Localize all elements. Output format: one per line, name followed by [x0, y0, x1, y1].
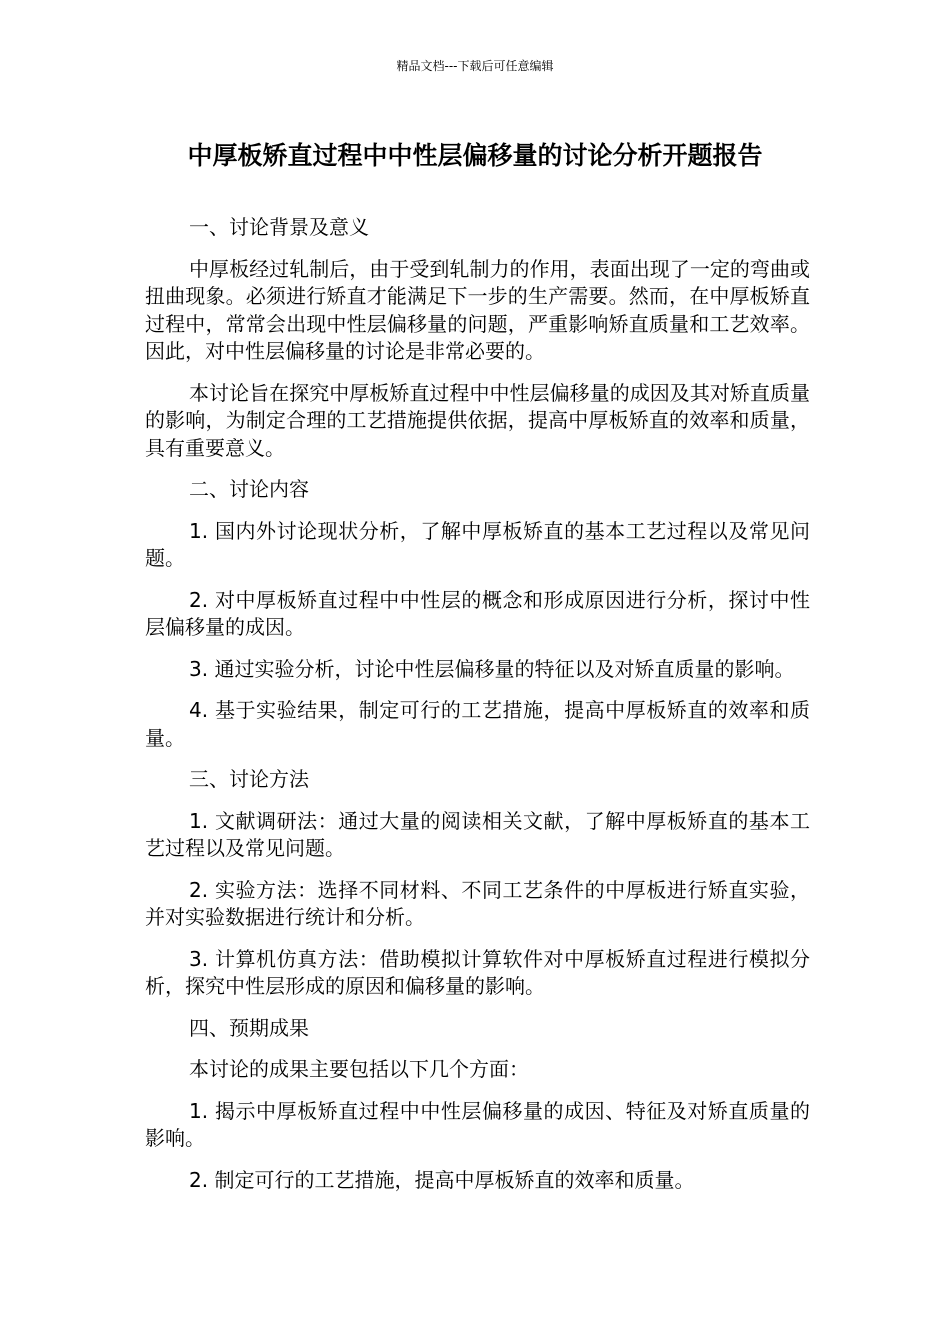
results-intro: 本讨论的成果主要包括以下几个方面： — [189, 1057, 529, 1081]
document-body — [145, 214, 810, 1194]
content-item-4: 4. 基于实验结果，制定可行的工艺措施，提高中厚板矫直的效率和质量。 — [145, 698, 810, 750]
document-title: 中厚板矫直过程中中性层偏移量的讨论分析开题报告 — [187, 141, 763, 170]
content-item-3: 3. 通过实验分析，讨论中性层偏移量的特征以及对矫直质量的影响。 — [189, 656, 795, 681]
method-item-2: 2. 实验方法：选择不同材料、不同工艺条件的中厚板进行矫直实验，并对实验数据进行统计和分析。 — [145, 877, 810, 929]
section-heading-background: 一、讨论背景及意义 — [189, 215, 369, 239]
paragraph-background: 中厚板经过轧制后，由于受到轧制力的作用，表面出现了一定的弯曲或扭曲现象。必须进行矫直才能满足下一步的生产需要。然而，在中厚板矫直过程中，常常会出现中性层偏移量的问题，严重影响矫直质量和工艺效率。因此，对中性层偏移量的讨论是非常必要的。 — [145, 256, 810, 363]
method-item-1: 1. 文献调研法：通过大量的阅读相关文献，了解中厚板矫直的基本工艺过程以及常见问题。 — [145, 808, 810, 860]
section-heading-results: 四、预期成果 — [189, 1015, 309, 1040]
content-item-1: 1. 国内外讨论现状分析，了解中厚板矫直的基本工艺过程以及常见问题。 — [145, 518, 810, 570]
section-heading-method: 三、讨论方法 — [189, 767, 309, 791]
method-item-3: 3. 计算机仿真方法：借助模拟计算软件对中厚板矫直过程进行模拟分析，探究中性层形成的原因和偏移量的影响。 — [145, 946, 810, 998]
paragraph-purpose: 本讨论旨在探究中厚板矫直过程中中性层偏移量的成因及其对矫直质量的影响，为制定合理的工艺措施提供依据，提高中厚板矫直的效率和质量，具有重要意义。 — [145, 380, 810, 460]
results-item-2: 2. 制定可行的工艺措施，提高中厚板矫直的效率和质量。 — [189, 1167, 695, 1192]
content-item-2: 2. 对中厚板矫直过程中中性层的概念和形成原因进行分析，探讨中性层偏移量的成因。 — [145, 587, 810, 639]
section-heading-content: 二、讨论内容 — [189, 477, 309, 501]
header-note: 精品文档---下载后可任意编辑 — [396, 59, 554, 73]
results-item-1: 1. 揭示中厚板矫直过程中中性层偏移量的成因、特征及对矫直质量的影响。 — [145, 1098, 810, 1150]
